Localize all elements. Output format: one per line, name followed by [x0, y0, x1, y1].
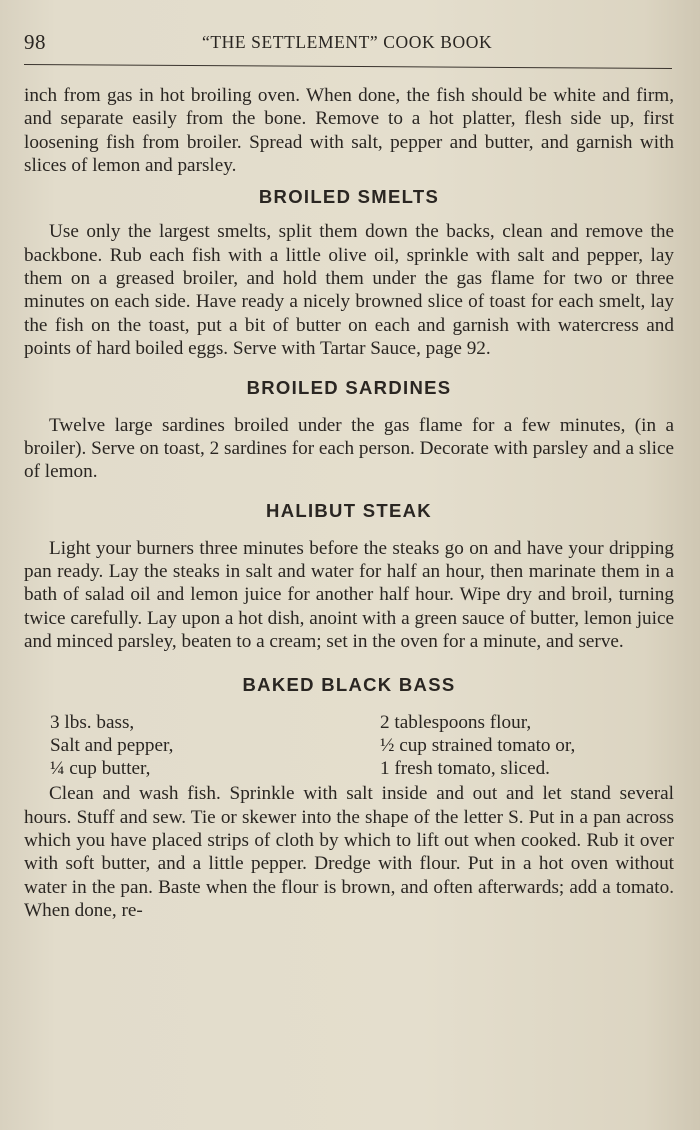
- page-header: [24, 30, 674, 60]
- recipe-title-halibut-steak: HALIBUT STEAK: [266, 500, 432, 522]
- recipe-title-baked-black-bass: BAKED BLACK BASS: [242, 674, 456, 696]
- recipe-text-halibut-steak: Light your burners three minutes before the steaks go on and have your dripping pan ready. Lay the steaks in salt and water for half an hour, then marinate them in a bath of salad oil and lemon juice for another half hour. Wipe dry and broil, turning twice carefully. Lay upon a hot dish, anoint with a green sauce of butter, lemon juice and minced parsley, beaten to a cream; set in the oven for a minute, and serve.: [24, 537, 674, 652]
- recipe-text-broiled-sardines: Twelve large sardines broiled under the gas flame for a few minutes, (in a broiler). Serve on toast, 2 sardines for each person. Decorate with parsley and a slice of lemon.: [24, 414, 674, 483]
- page-number: 98: [24, 30, 46, 54]
- running-title: “THE SETTLEMENT” COOK BOOK: [202, 32, 493, 52]
- ingredient-item: 2 tablespoons flour,: [380, 711, 532, 733]
- ingredient-item: 1 fresh tomato, sliced.: [380, 758, 550, 780]
- ingredient-list: [50, 711, 674, 781]
- recipe-title-broiled-sardines: BROILED SARDINES: [246, 377, 452, 399]
- ingredient-item: 3 lbs. bass,: [50, 711, 135, 733]
- recipe-title-broiled-smelts: BROILED SMELTS: [258, 186, 440, 208]
- ingredient-item: Salt and pepper,: [50, 734, 174, 756]
- recipe-text-broiled-smelts: Use only the largest smelts, split them down the backs, clean and remove the backbone. Rub each fish with a little olive oil, sprinkle with salt and pepper, lay them on a greased broiler, and hold them under the gas flame for two or three minutes on each side. Have ready a nicely browned slice of toast for each smelt, lay the fish on the toast, put a bit of butter on each and garnish with watercress and points of hard boiled eggs. Serve with Tartar Sauce, page 92.: [24, 221, 674, 359]
- continued-paragraph: inch from gas in hot broiling oven. When done, the fish should be white and firm, and separate easily from the bone. Remove to a hot platter, flesh side up, first loosening fish from broiler. Spread with salt, pepper and butter, and garnish with slices of lemon and parsley.: [24, 85, 674, 176]
- ingredient-item: ¼ cup butter,: [50, 758, 151, 780]
- page-body: [24, 84, 674, 922]
- recipe-text-baked-black-bass: Clean and wash fish. Sprinkle with salt inside and out and let stand several hours. Stuff and sew. Tie or skewer into the shape of the letter S. Put in a pan across which you have placed strips of cloth by which to lift out when cooked. Rub it over with soft butter, and a little pepper. Dredge with flour. Put in a hot oven without water in the pan. Baste when the flour is brown, and often afterwards; add a tomato. When done, re-: [24, 783, 674, 921]
- header-rule: [24, 64, 672, 69]
- ingredient-item: ½ cup strained tomato or,: [380, 734, 576, 756]
